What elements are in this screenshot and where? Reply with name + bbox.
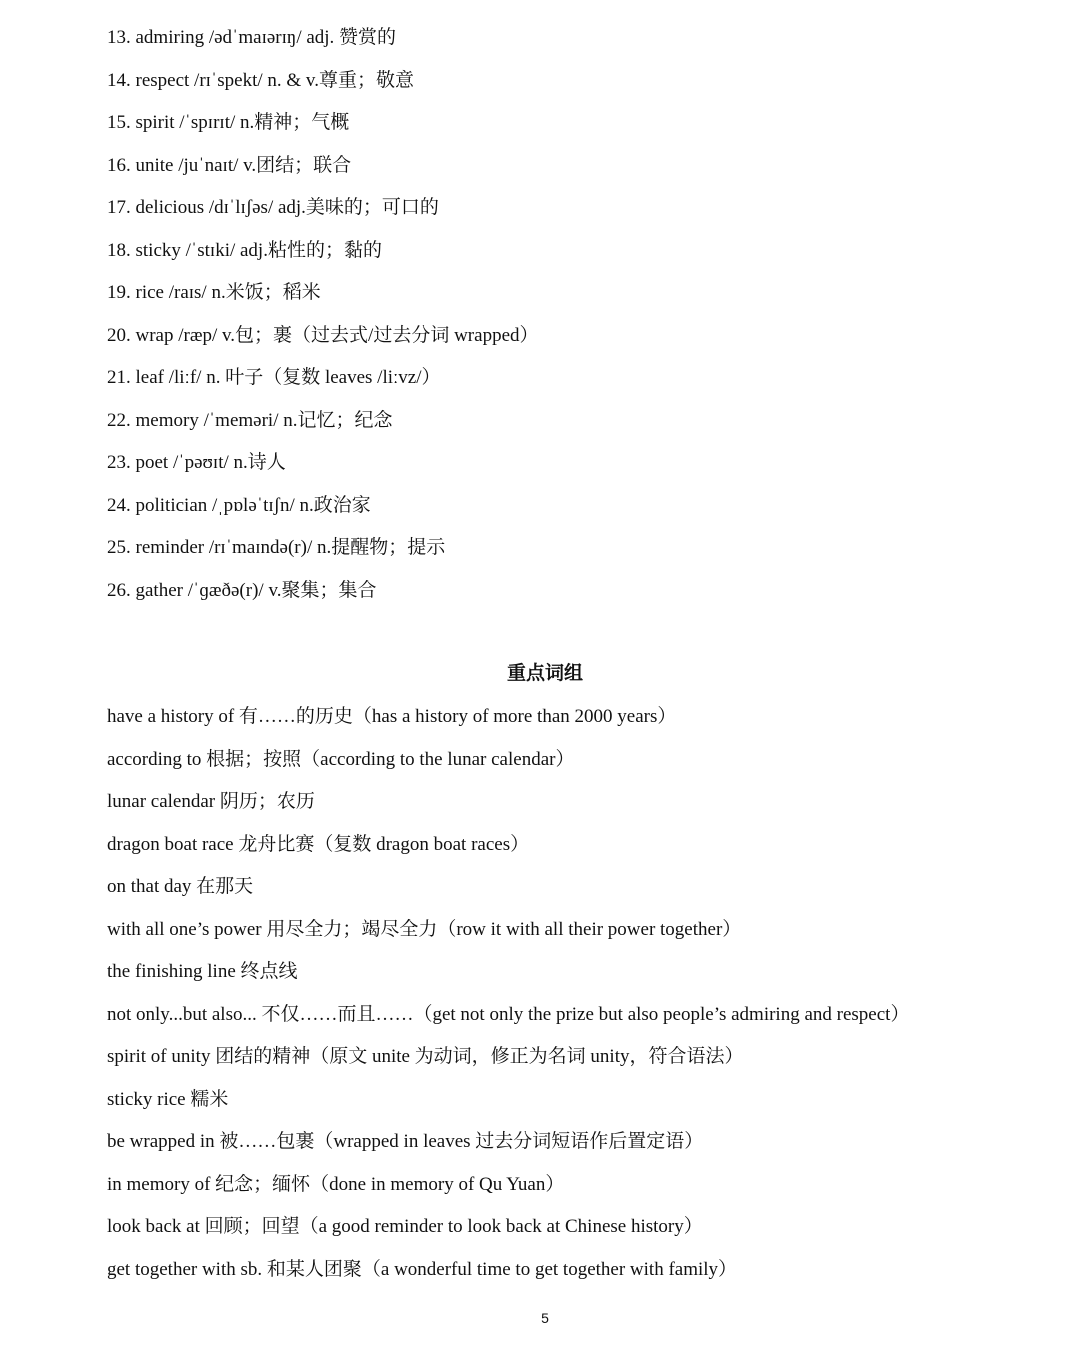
vocab-item: 18. sticky /ˈstɪki/ adj.粘性的；黏的: [107, 239, 382, 261]
phrase-list: [107, 701, 1057, 1296]
phrase-item: with all one’s power 用尽全力；竭尽全力（row it with all their power together）: [107, 918, 742, 940]
vocab-item: 22. memory /ˈmeməri/ n.记忆；纪念: [107, 409, 393, 431]
phrase-item: spirit of unity 团结的精神（原文 unite 为动词，修正为名词 unity，符合语法）: [107, 1046, 744, 1067]
phrase-item: be wrapped in 被……包裹（wrapped in leaves 过去分词短语作后置定语）: [107, 1131, 704, 1152]
phrase-item: not only...but also... 不仅……而且……（get not only the prize but also people’s admiring and respect）: [107, 1003, 910, 1025]
vocabulary-list: [107, 22, 1007, 617]
vocab-item: 15. spirit /ˈspɪrɪt/ n.精神；气概: [107, 112, 350, 133]
phrase-item: have a history of 有……的历史（has a history of more than 2000 years）: [107, 706, 677, 727]
vocab-item: 25. reminder /rɪˈmaɪndə(r)/ n.提醒物；提示: [107, 537, 446, 558]
phrase-item: look back at 回顾；回望（a good reminder to look back at Chinese history）: [107, 1216, 703, 1237]
phrase-item: lunar calendar 阴历；农历: [107, 791, 315, 812]
page-number: 5: [541, 1310, 549, 1326]
vocab-item: 13. admiring /ədˈmaɪərɪŋ/ adj. 赞赏的: [107, 27, 397, 48]
phrase-item: in memory of 纪念；缅怀（done in memory of Qu Yuan）: [107, 1173, 565, 1195]
vocab-item: 24. politician /ˌpɒləˈtɪʃn/ n.政治家: [107, 494, 371, 516]
vocab-item: 23. poet /ˈpəʊɪt/ n.诗人: [107, 452, 286, 473]
section-title: 重点词组: [506, 663, 583, 684]
vocab-item: 26. gather /ˈɡæðə(r)/ v.聚集；集合: [107, 579, 377, 601]
vocab-item: 21. leaf /liːf/ n. 叶子（复数 leaves /liːvz/）: [107, 367, 441, 388]
phrase-item: sticky rice 糯米: [107, 1088, 229, 1110]
vocab-item: 17. delicious /dɪˈlɪʃəs/ adj.美味的；可口的: [107, 197, 439, 218]
phrase-item: according to 根据；按照（according to the lunar calendar）: [107, 748, 575, 770]
phrase-item: dragon boat race 龙舟比赛（复数 dragon boat races）: [107, 833, 530, 855]
phrase-item: get together with sb. 和某人团聚（a wonderful time to get together with family）: [107, 1258, 738, 1280]
vocab-item: 19. rice /raɪs/ n.米饭；稻米: [107, 282, 321, 303]
phrase-item: on that day 在那天: [107, 876, 254, 897]
phrase-item: the finishing line 终点线: [107, 961, 298, 982]
vocab-item: 14. respect /rɪˈspekt/ n. & v.尊重；敬意: [107, 69, 414, 91]
vocab-item: 16. unite /juˈnaɪt/ v.团结；联合: [107, 154, 352, 176]
vocab-item: 20. wrap /ræp/ v.包；裹（过去式/过去分词 wrapped）: [107, 324, 539, 346]
